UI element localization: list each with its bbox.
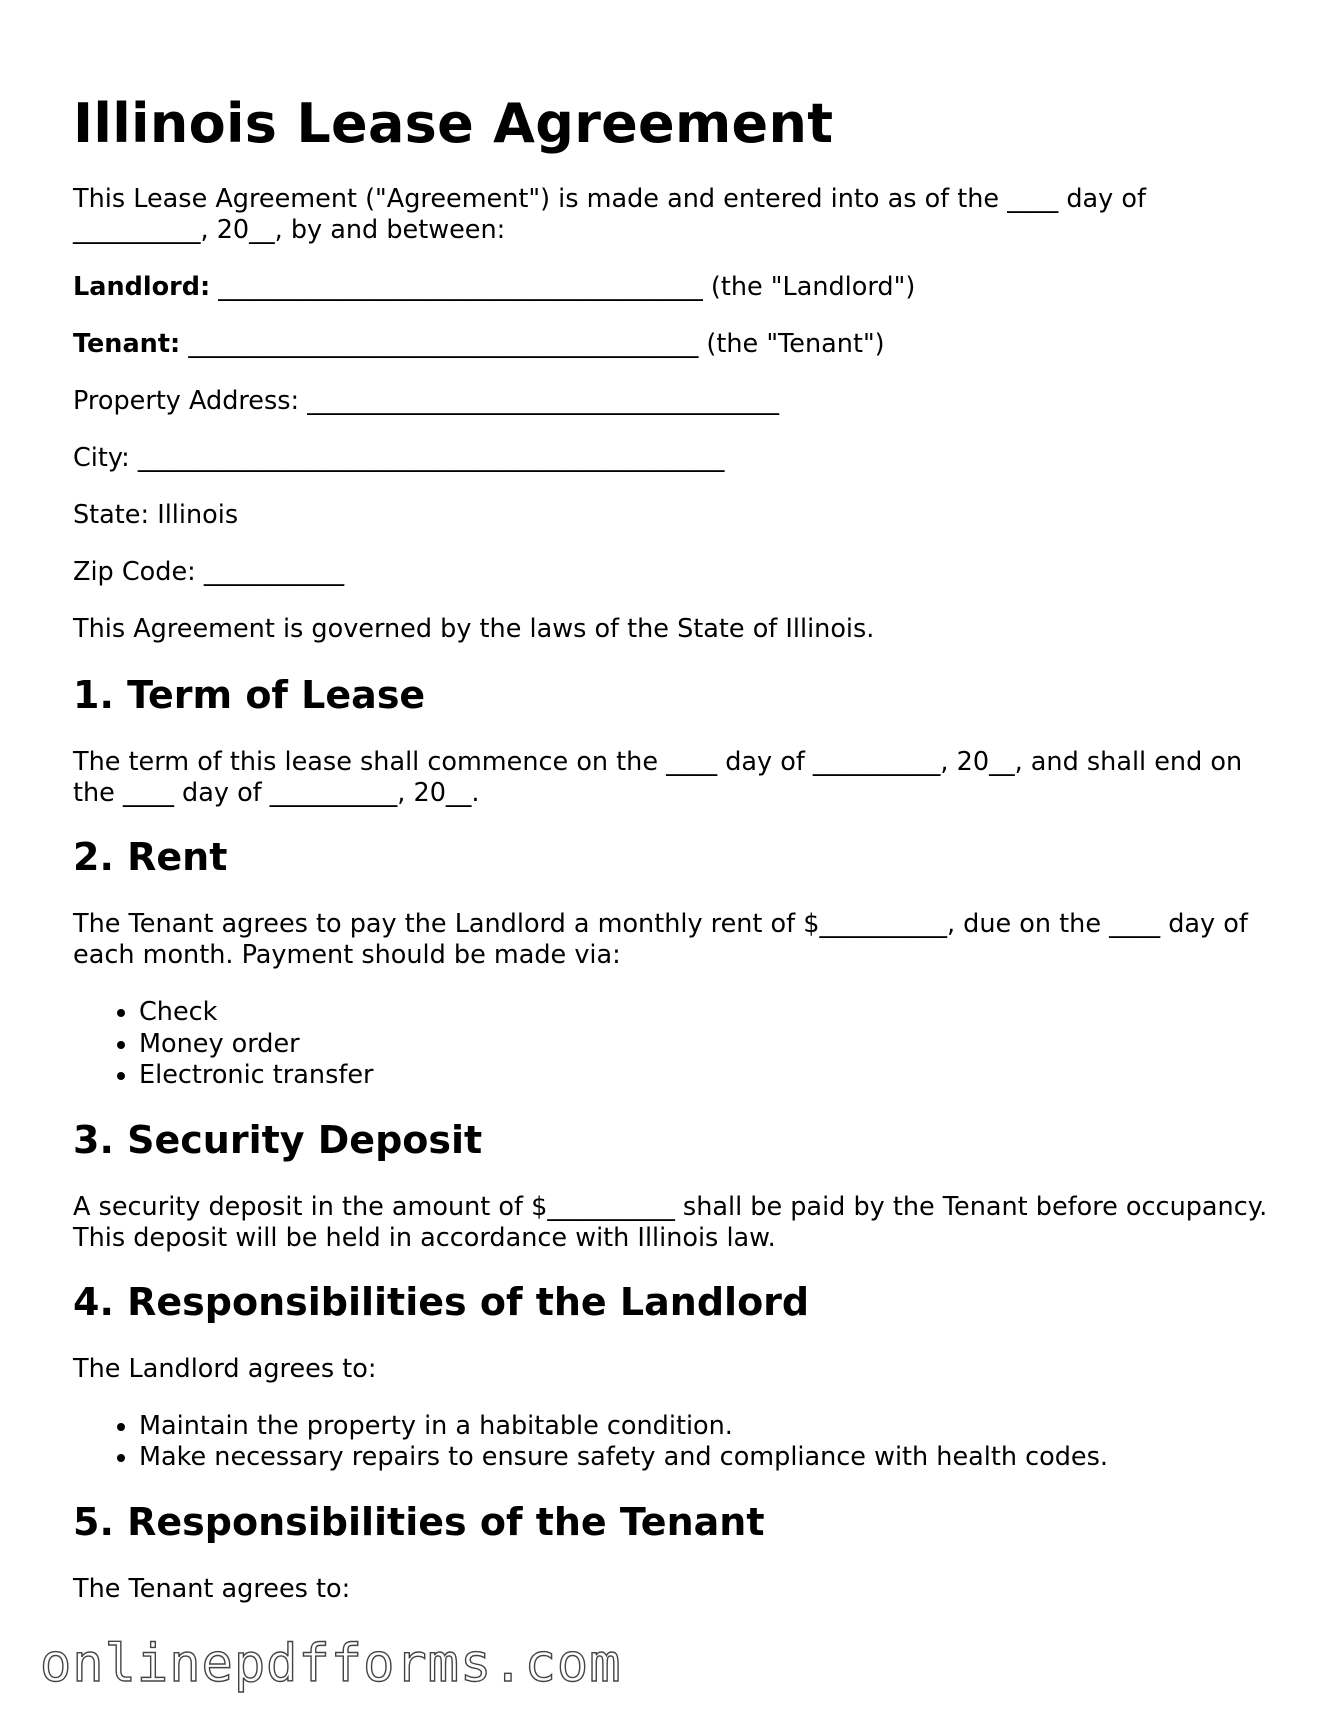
section-text-landlord-resp: The Landlord agrees to: — [73, 1353, 377, 1384]
tenant-line — [73, 329, 1273, 360]
section-heading-tenant-resp: 5. Responsibilities of the Tenant — [73, 1499, 765, 1544]
landlord-line — [73, 272, 1273, 303]
list-item: • Maintain the property in a habitable condition. — [139, 1411, 1273, 1443]
section-heading-landlord-resp: 4. Responsibilities of the Landlord — [73, 1279, 810, 1324]
list-item: • Money order — [139, 1029, 1273, 1061]
landlord-value: ______________________________________ (the "Landlord") — [210, 272, 916, 302]
section-text-deposit: A security deposit in the amount of $__________ shall be paid by the Tenant before occupancy. This deposit will be held in accordance with Illinois law. — [73, 1191, 1268, 1253]
section-text-rent: The Tenant agrees to pay the Landlord a monthly rent of $__________, due on the ____ day of each month. Payment should be made via: — [73, 909, 1248, 970]
list-item: • Check — [139, 997, 1273, 1029]
payment-methods-list — [73, 997, 1273, 1092]
watermark-logo: onlinepdfforms.com — [40, 1634, 622, 1694]
section-heading-rent: 2. Rent — [73, 835, 228, 879]
property-address-line: Property Address: _____________________________________ — [73, 386, 780, 416]
section-heading-deposit: 3. Security Deposit — [73, 1117, 483, 1162]
governing-law-line: This Agreement is governed by the laws of the State of Illinois. — [73, 614, 875, 644]
tenant-label: Tenant: — [73, 329, 181, 359]
city-line: City: ______________________________________________ — [73, 443, 725, 473]
section-text-tenant-resp: The Tenant agrees to: — [73, 1573, 351, 1604]
state-line: State: Illinois — [73, 500, 239, 530]
zip-line: Zip Code: ___________ — [73, 557, 345, 587]
document-title: Illinois Lease Agreement — [73, 92, 834, 155]
tenant-value: ________________________________________ (the "Tenant") — [180, 329, 885, 359]
landlord-responsibilities-list — [73, 1411, 1273, 1474]
section-heading-term: 1. Term of Lease — [73, 673, 426, 717]
lease-document — [73, 0, 1273, 1605]
landlord-label: Landlord: — [73, 272, 211, 302]
list-item: • Make necessary repairs to ensure safety and compliance with health codes. — [139, 1442, 1273, 1474]
section-text-term: The term of this lease shall commence on the ____ day of __________, 20__, and shall end on the ____ day of __________, 20__. — [73, 747, 1243, 808]
intro-paragraph: This Lease Agreement ("Agreement") is made and entered into as of the ____ day of __________, 20__, by and between: — [73, 184, 1146, 245]
list-item: • Electronic transfer — [139, 1060, 1273, 1092]
